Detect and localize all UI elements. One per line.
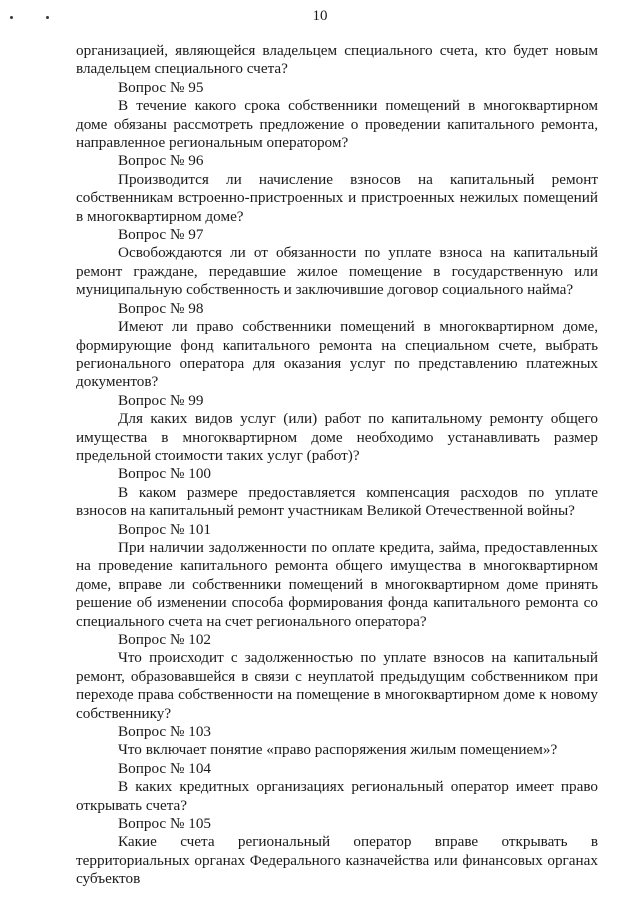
- question-104: [76, 760, 598, 815]
- question-heading: Вопрос № 95: [118, 78, 204, 96]
- question-text: Имеют ли право собственники помещений в многоквартирном доме, формирующие фонд капитального ремонта на специальном счете, выбрать регионального оператора для оказания услуг по представлению платежных документов?: [76, 318, 598, 391]
- question-97: [76, 226, 598, 300]
- question-text: В каком размере предоставляется компенсация расходов по уплате взносов на капитальный ремонт участникам Великой Отечественной войны?: [76, 483, 598, 520]
- question-103: [76, 723, 598, 760]
- question-heading: Вопрос № 101: [118, 520, 212, 538]
- question-text: При наличии задолженности по оплате кредита, займа, предоставленных на проведение капитального ремонта общего имущества в многоквартирном доме, вправе ли собственники помещений в многоквартирном доме принять решение об изменении способа формирования фонда капитального ремонта со специального счета на счет регионального оператора?: [76, 538, 598, 630]
- question-100: [76, 465, 598, 520]
- question-heading: Вопрос № 97: [118, 226, 204, 244]
- question-96: [76, 152, 598, 226]
- question-heading: Вопрос № 96: [118, 152, 204, 170]
- question-101: [76, 521, 598, 631]
- page-number: 10: [312, 8, 328, 24]
- question-102: [76, 631, 598, 723]
- question-text: В каких кредитных организациях региональный оператор имеет право открывать счета?: [76, 778, 598, 814]
- question-text: Для каких видов услуг (или) работ по капитальному ремонту общего имущества в многоквартирном доме необходимо устанавливать размер предельной стоимости таких услуг (работ)?: [76, 410, 598, 464]
- question-105: [76, 815, 598, 889]
- question-heading: Вопрос № 102: [118, 631, 212, 648]
- question-95: [76, 79, 598, 153]
- intro-paragraph: организацией, являющейся владельцем специального счета, кто будет новым владельцем специального счета?: [76, 42, 598, 78]
- question-99: [76, 392, 598, 466]
- question-text: Что включает понятие «право распоряжения жилым помещением»?: [118, 741, 558, 759]
- question-heading: Вопрос № 105: [118, 815, 212, 833]
- question-text: В течение какого срока собственники помещений в многоквартирном доме обязаны рассмотреть предложение о проведении капитального ремонта, направленное региональным оператором?: [76, 97, 598, 152]
- question-heading: Вопрос № 99: [118, 391, 204, 409]
- question-text: Освобождаются ли от обязанности по уплате взноса на капитальный ремонт граждане, передавшие жилое помещение в государственную или муниципальную собственность и заключившие договор социального найма?: [76, 244, 598, 299]
- question-heading: Вопрос № 100: [118, 465, 212, 483]
- question-98: [76, 300, 598, 392]
- question-heading: Вопрос № 98: [118, 299, 204, 317]
- question-heading: Вопрос № 103: [118, 723, 212, 741]
- question-text: Что происходит с задолженностью по уплате взносов на капитальный ремонт, образовавшейся в связи с неуплатой предыдущим собственником при переходе права собственности на помещение в многоквартирном доме к новому собственнику?: [76, 649, 598, 722]
- question-text: Производится ли начисление взносов на капитальный ремонт собственникам встроенно-пристроенных и пристроенных нежилых помещений в многоквартирном доме?: [76, 170, 598, 225]
- question-heading: Вопрос № 104: [118, 759, 212, 777]
- question-text: Какие счета региональный оператор вправе открывать в территориальных органах Федерального казначейства или финансовых органах субъектов: [76, 833, 598, 888]
- page-body: [76, 42, 598, 889]
